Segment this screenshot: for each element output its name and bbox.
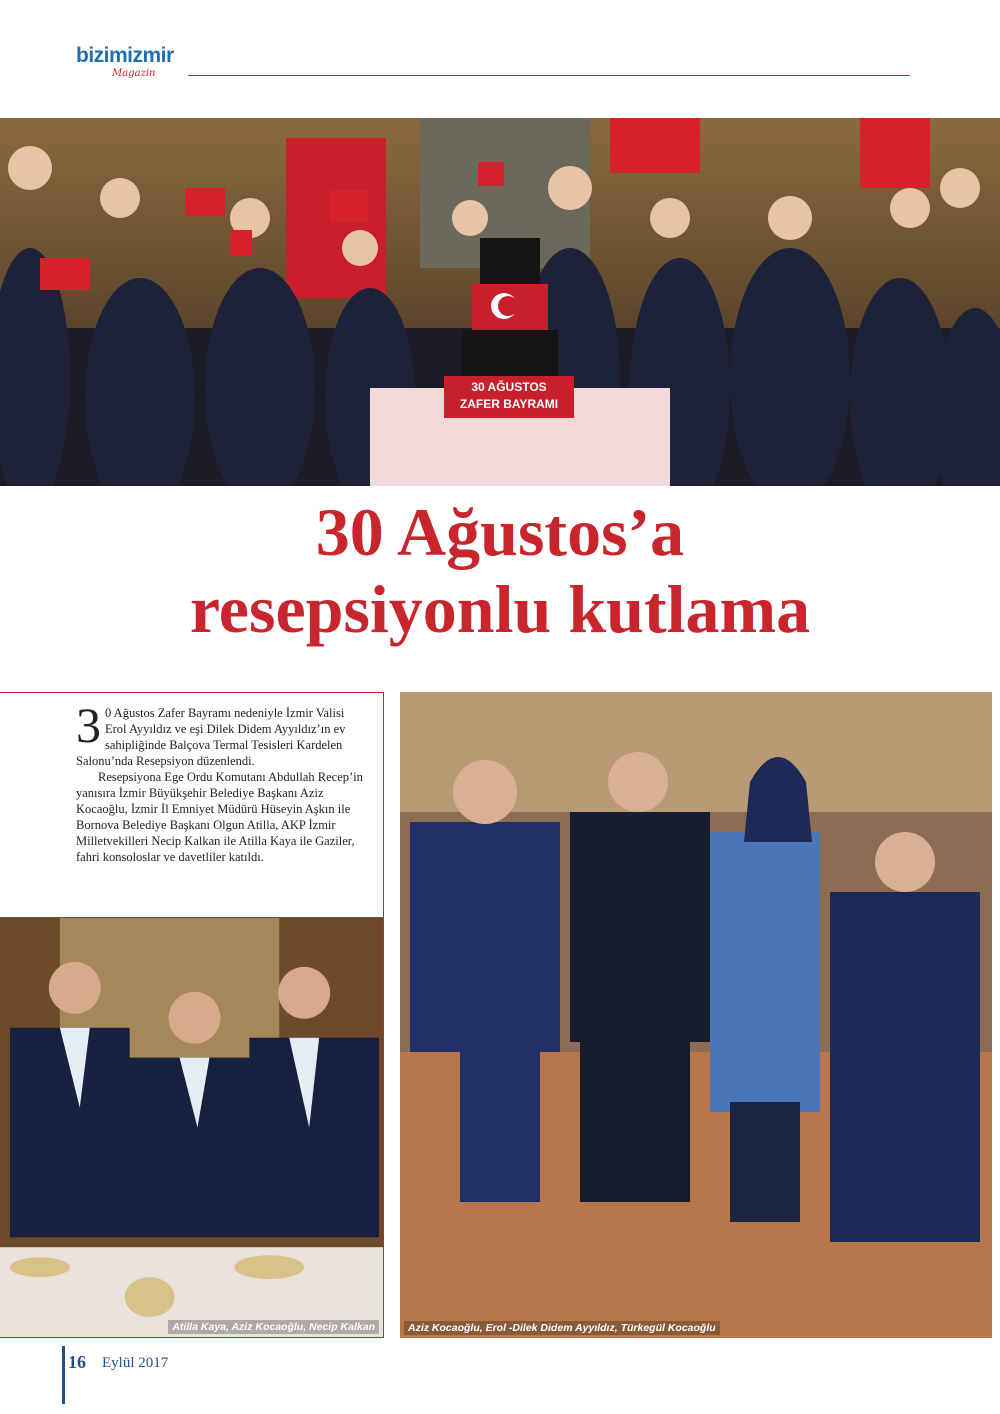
article-body: [76, 697, 368, 865]
issue-date: Eylül 2017: [102, 1355, 169, 1371]
article-box: [0, 692, 384, 918]
page-number: 16: [68, 1352, 86, 1372]
article-paragraph-2: Resepsiyona Ege Ordu Komutanı Abdullah Recep’in yanısıra İzmir Büyükşehir Belediye Başkanı Aziz Kocaoğlu, İzmir İl Emniyet Müdürü Hüseyin Aşkın ile Bornova Belediye Başkanı Olgun Atilla, AKP İzmir Milletvekilleri Necip Kalkan ile Atilla Kaya ile Gaziler, fahri konsoloslar ve davetliler katıldı.: [76, 770, 363, 864]
top-photo-reception-cake: [0, 118, 1000, 486]
logo-subtitle: Magazin: [112, 68, 156, 79]
article-paragraph-1: 0 Ağustos Zafer Bayramı nedeniyle İzmir Valisi Erol Ayyıldız ve eşi Dilek Didem Ayyıldız’ın ev sahipliğinde Balçova Termal Tesisleri Kardelen Salonu’nda Resepsiyon düzenlendi.: [76, 706, 346, 768]
left-photo-caption: Atilla Kaya, Aziz Kocaoğlu, Necip Kalkan: [168, 1320, 379, 1334]
cake-text-line2: ZAFER BAYRAMI: [459, 397, 559, 411]
left-photo-three-men: [0, 918, 384, 1338]
headline-line1: 30 Ağustos’a: [315, 494, 685, 570]
logo-wordmark: bizimizmir: [76, 44, 174, 67]
page-headline: [0, 496, 1000, 650]
header-rule: [188, 75, 910, 76]
right-photo-caption: Aziz Kocaoğlu, Erol -Dilek Didem Ayyıldız, Türkegül Kocaoğlu: [404, 1321, 720, 1335]
cake-text-line1: 30 AĞUSTOS: [471, 380, 547, 394]
right-photo-four-people: [400, 692, 992, 1338]
magazine-logo: [76, 44, 206, 88]
headline-line2: resepsiyonlu kutlama: [189, 571, 811, 647]
footer-bar: [62, 1346, 65, 1404]
drop-cap: 3: [76, 697, 101, 753]
